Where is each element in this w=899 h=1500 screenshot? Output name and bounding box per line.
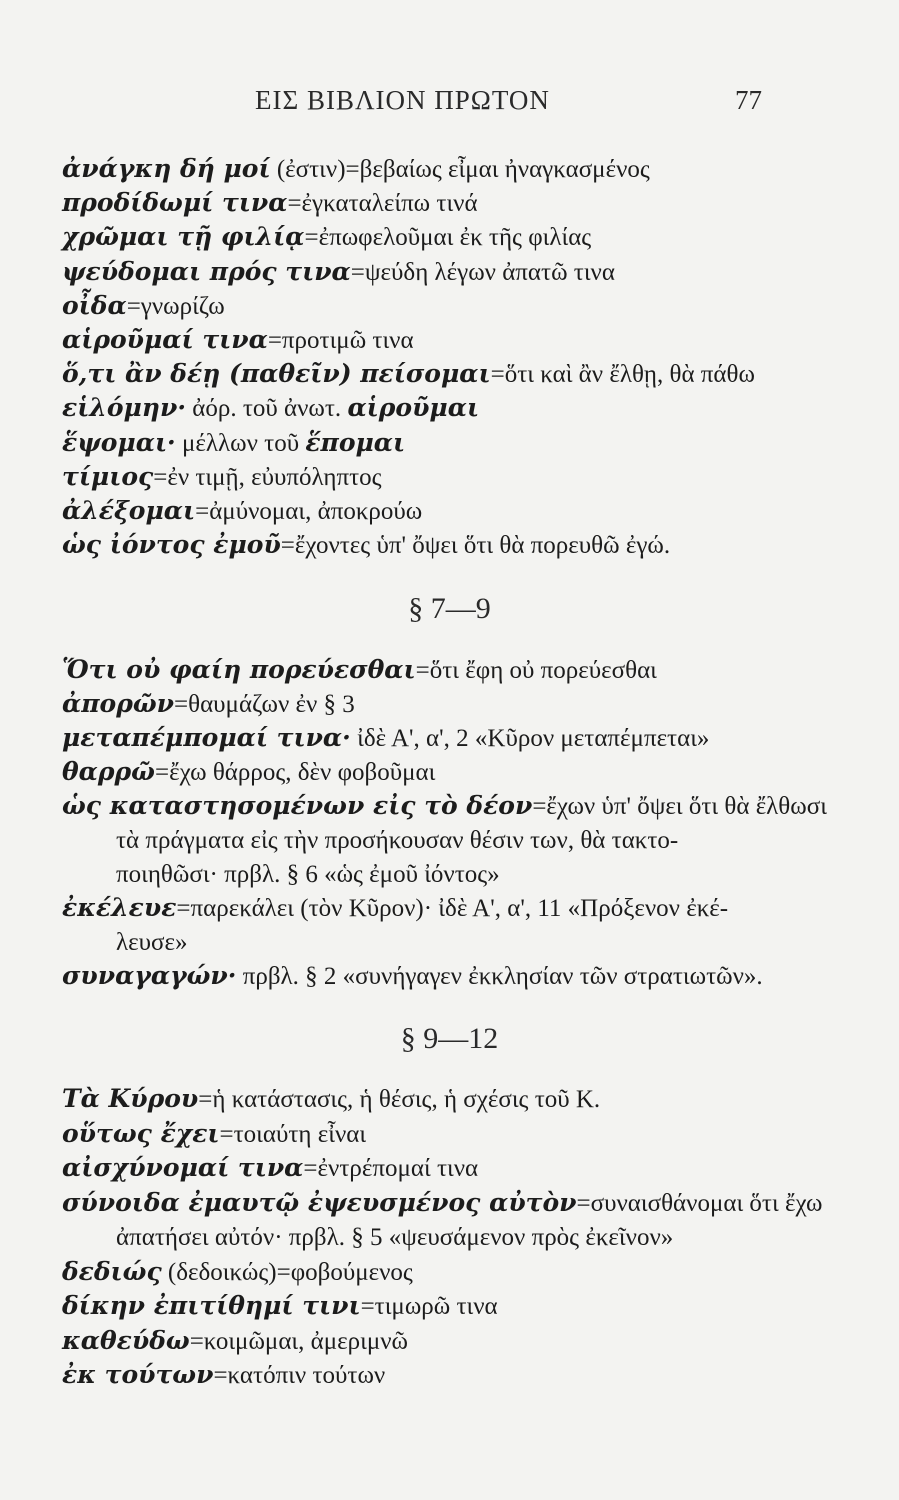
entry-gloss: =συναισθάνομαι ὅτι ἔχω bbox=[576, 1189, 823, 1217]
entry-gloss: =ψεύδη λέγων ἀπατῶ τινα bbox=[350, 258, 615, 286]
glossary-entry bbox=[62, 528, 670, 562]
glossary-entry bbox=[62, 789, 827, 823]
running-header bbox=[0, 85, 899, 125]
glossary-entry bbox=[62, 1186, 822, 1220]
glossary-entry bbox=[62, 186, 478, 220]
entry-gloss: =ἐντρέπομαί τινα bbox=[303, 1155, 479, 1182]
entry-term: ἐκ τούτων bbox=[62, 1360, 214, 1389]
entry-gloss: =ὅτι καὶ ἂν ἔλθῃ, θὰ πάθω bbox=[490, 361, 755, 389]
entry-term: ψεύδομαι πρός τινα bbox=[62, 256, 351, 286]
entry-gloss: =ἀμύνομαι, ἀποκρούω bbox=[195, 498, 423, 525]
glossary-entry bbox=[62, 357, 755, 391]
entry-term: ἀλέξομαι bbox=[62, 496, 196, 525]
entry-gloss: =τοιαύτη εἶναι bbox=[219, 1120, 367, 1148]
entry-term: χρῶμαι τῇ φιλίᾳ bbox=[62, 222, 305, 252]
entry-gloss: =ἐγκαταλείπω τινά bbox=[287, 190, 478, 218]
entry-term: δεδιώς bbox=[62, 1256, 162, 1286]
glossary-entry bbox=[116, 925, 187, 959]
entry-term: Ὅτι οὐ φαίη πορεύεσθαι bbox=[62, 655, 416, 684]
glossary-entry bbox=[62, 323, 414, 357]
entry-term: οἶδα bbox=[62, 290, 127, 320]
entry-term: καθεύδω bbox=[62, 1325, 190, 1355]
entry-gloss: =κατόπιν τούτων bbox=[213, 1362, 386, 1389]
entry-term: θαρρῶ bbox=[62, 757, 155, 786]
entry-term: προδίδωμί τινα bbox=[62, 188, 288, 218]
entry-term: ὡς καταστησομένων εἰς τὸ δέον bbox=[62, 791, 533, 820]
glossary-entry bbox=[62, 1358, 385, 1392]
entry-term: ἐκέλευε bbox=[62, 893, 177, 922]
entry-gloss: =ἔχοντες ὑπ' ὄψει ὅτι θὰ πορευθῶ ἐγώ. bbox=[280, 532, 671, 560]
entry-term: συναγαγών· bbox=[62, 961, 237, 990]
glossary-entry bbox=[62, 959, 763, 993]
glossary-entry bbox=[62, 460, 382, 494]
entry-gloss: =θαυμάζων ἐν § 3 bbox=[174, 691, 355, 718]
entry-gloss: μέλλων τοῦ bbox=[175, 429, 306, 457]
entry-gloss: =ἔχω θάρρος, δὲν φοβοῦμαι bbox=[154, 759, 436, 786]
entry-term: ἕψομαι· bbox=[62, 427, 176, 457]
entry-gloss: πρβλ. § 2 «συνήγαγεν ἐκκλησίαν τῶν στρατιωτῶν». bbox=[236, 963, 763, 990]
glossary-entry bbox=[62, 391, 479, 425]
section-heading-7-9: § 7—9 bbox=[408, 592, 491, 625]
entry-term: σύνοιδα ἐμαυτῷ ἐψευσμένος αὐτὸν bbox=[62, 1187, 577, 1217]
glossary-entry bbox=[62, 289, 225, 323]
entry-term-reference: ἕπομαι bbox=[305, 427, 406, 457]
glossary-entry bbox=[116, 1220, 673, 1254]
entry-gloss: (δεδοικώς)=φοβούμενος bbox=[161, 1258, 413, 1286]
glossary-entry bbox=[62, 426, 405, 460]
entry-term: ἀπορῶν bbox=[62, 689, 174, 718]
running-title: ΕΙΣ ΒΙΒΛΙΟΝ ΠΡΩΤΟΝ bbox=[255, 85, 550, 115]
entry-term: οὕτως ἔχει bbox=[62, 1118, 220, 1148]
entry-term: Τὰ Κύρου bbox=[62, 1084, 199, 1113]
entry-gloss: ἀόρ. τοῦ ἀνωτ. bbox=[186, 395, 348, 423]
glossary-entry bbox=[62, 891, 728, 925]
glossary-entry bbox=[62, 755, 435, 789]
entry-term: τίμιος bbox=[62, 461, 154, 491]
entry-term: αἱροῦμαί τινα bbox=[62, 325, 268, 354]
entry-term: μεταπέμπομαί τινα· bbox=[62, 723, 351, 752]
entry-term: ὅ,τι ἂν δέῃ (παθεῖν) πείσομαι bbox=[62, 359, 491, 389]
page-number: 77 bbox=[735, 85, 762, 115]
glossary-entry bbox=[62, 1324, 408, 1358]
entry-gloss: τὰ πράγματα εἰς τὴν προσήκουσαν θέσιν των, θὰ τακτο- bbox=[116, 827, 679, 854]
section-heading-9-12: § 9—12 bbox=[400, 1022, 499, 1055]
entry-gloss: =παρεκάλει (τὸν Κῦρον)· ἰδὲ Α', α', 11 «Πρόξενον ἐκέ- bbox=[176, 895, 729, 922]
entry-gloss: ἀπατήσει αὐτόν· πρβλ. § 5 «ψευσάμενον πρὸς ἐκεῖνον» bbox=[116, 1224, 674, 1251]
glossary-entry bbox=[116, 857, 500, 891]
glossary-entry bbox=[62, 1117, 366, 1151]
entry-gloss: =ἐν τιμῇ, εὐυπόληπτος bbox=[153, 463, 382, 491]
entry-term: δίκην ἐπιτίθημί τινι bbox=[62, 1291, 361, 1320]
entry-gloss: λευσε» bbox=[116, 929, 188, 956]
glossary-entry bbox=[62, 653, 657, 687]
entry-gloss: =προτιμῶ τινα bbox=[267, 327, 414, 354]
entry-gloss: ποιηθῶσι· πρβλ. § 6 «ὡς ἐμοῦ ἰόντος» bbox=[116, 861, 500, 888]
entry-gloss: ἰδὲ Α', α', 2 «Κῦρον μεταπέμπεται» bbox=[350, 725, 710, 752]
entry-term: ὡς ἰόντος ἐμοῦ bbox=[62, 530, 281, 560]
glossary-entry bbox=[62, 721, 709, 755]
entry-gloss: =ἡ κατάστασις, ἡ θέσις, ἡ σχέσις τοῦ Κ. bbox=[198, 1086, 601, 1113]
entry-term: εἱλόμην· bbox=[62, 393, 187, 423]
glossary-entry bbox=[62, 1255, 413, 1289]
entry-gloss: =κοιμῶμαι, ἀμεριμνῶ bbox=[189, 1327, 409, 1355]
glossary-entry bbox=[62, 220, 591, 254]
glossary-entry bbox=[116, 823, 678, 857]
entry-gloss: =ἐπωφελοῦμαι ἐκ τῆς φιλίας bbox=[304, 224, 592, 252]
glossary-entry bbox=[62, 494, 422, 528]
entry-term: αἰσχύνομαί τινα bbox=[62, 1153, 304, 1182]
entry-gloss: =τιμωρῶ τινα bbox=[360, 1293, 498, 1320]
glossary-entry bbox=[62, 1289, 498, 1323]
entry-gloss: (ἐστιν)=βεβαίως εἶμαι ἠναγκασμένος bbox=[270, 156, 650, 183]
entry-gloss: =γνωρίζω bbox=[126, 292, 225, 320]
glossary-entry bbox=[62, 1082, 600, 1116]
glossary-entry bbox=[62, 687, 355, 721]
glossary-entry bbox=[62, 255, 615, 289]
entry-term: ἀνάγκη δή μοί bbox=[62, 154, 271, 183]
entry-term-reference: αἱροῦμαι bbox=[347, 393, 480, 423]
glossary-entry bbox=[62, 152, 650, 186]
entry-gloss: =ἔχων ὑπ' ὄψει ὅτι θὰ ἔλθωσι bbox=[532, 793, 827, 820]
entry-gloss: =ὅτι ἔφη οὐ πορεύεσθαι bbox=[415, 657, 657, 684]
glossary-entry bbox=[62, 1151, 478, 1185]
